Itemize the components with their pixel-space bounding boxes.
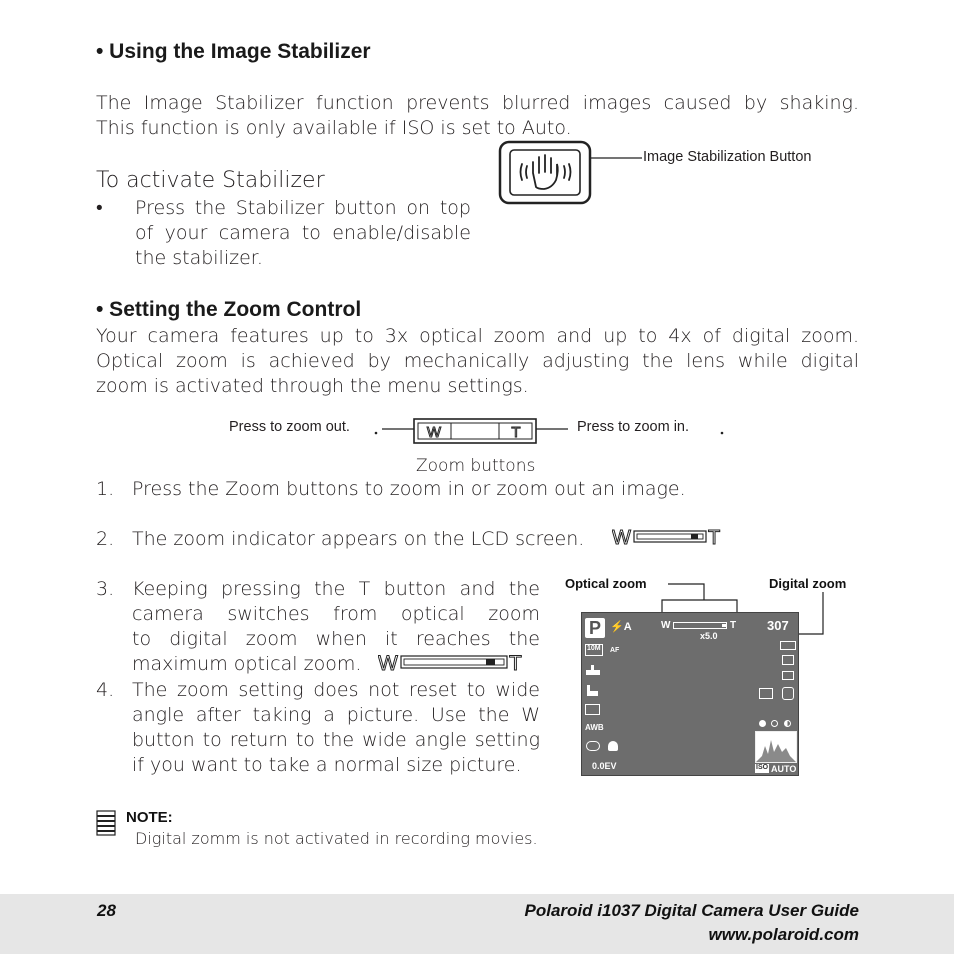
macro-icon [608,741,618,751]
page-footer [0,894,954,954]
iso-badge [755,764,769,773]
step-2-number: 2. [96,528,115,550]
iso-label: ISO [756,764,769,771]
step-4-text [132,678,540,778]
zoom-indicator-w: W [612,527,631,547]
website-url: www.polaroid.com [708,925,859,944]
histogram-graph [756,732,796,762]
activate-stabilizer-title: To activate Stabilizer [96,168,325,193]
storage-icon [782,655,794,665]
zoom-indicator-t: T [509,652,522,674]
step-3-number: 3. [96,578,115,600]
lcd-zoom-t: T [730,620,737,631]
step-1-text: Press the Zoom buttons to zoom in or zoom out an image. [132,478,686,500]
lcd-zoom-bar [673,622,727,629]
zoom-indicator-w: W [378,652,398,674]
step-3-line: maximum optical zoom. [132,653,362,675]
stabilizer-intro-line1: The Image Stabilizer function prevents blurred images caused by shaking. [96,92,859,114]
step-4-line: if you want to take a normal size picture. [132,754,522,776]
metering-icon [587,685,598,696]
lcd-zoom-value: x5.0 [700,631,718,641]
lcd-zoom-bar-marker [722,624,726,627]
zoom-intro-line2: Optical zoom is achieved by mechanically adjusting the lens while digital [96,350,859,372]
date-stamp-icon [782,671,794,680]
step-4-line: angle after taking a picture. Use the W [132,704,540,726]
face-detect-icon [586,741,600,751]
exposure-value: 0.0EV [592,761,617,771]
focus-area-icon [585,704,600,715]
zoom-intro-line1: Your camera features up to 3x optical zoom and up to 4x of digital zoom. [96,325,859,347]
zoom-t-button-glyph: T [511,424,521,441]
af-mode-icon: AF [610,647,620,654]
step-3-line: camera switches from optical zoom [132,603,540,625]
stabilizer-heading: • Using the Image Stabilizer [96,40,371,63]
stabilizer-bullet-mark: • [96,197,103,219]
stabilizer-hand-icon [782,687,794,700]
zoom-heading: • Setting the Zoom Control [96,298,362,321]
stabilizer-bullet-line: Press the Stabilizer button on top [135,197,471,219]
lcd-screen [581,612,799,776]
zoom-indicator-t: T [708,527,721,547]
zoom-indicator-icon [378,652,528,674]
drive-mode-icon [759,688,773,699]
guide-title: Polaroid i1037 Digital Camera User Guide [524,901,859,920]
note-title: NOTE: [126,809,173,826]
step-4-line: The zoom setting does not reset to wide [132,679,540,701]
stabilization-button-illustration [498,140,644,206]
note-text: Digital zomm is not activated in recording movies. [135,829,538,848]
stabilizer-intro [96,91,859,141]
mode-letter: P [589,618,602,638]
step-4-number: 4. [96,679,115,701]
step-4-line: button to return to the wide angle setting [132,729,540,751]
step-2-text: The zoom indicator appears on the LCD screen. [132,528,585,550]
step-3-line: to digital zoom when it reaches the [132,628,540,650]
press-zoom-in-label: Press to zoom in. [577,419,690,435]
battery-icon [780,641,796,650]
quality-icon [586,665,600,676]
optical-zoom-label: Optical zoom [565,576,647,591]
histogram [755,731,797,763]
step-3-line: Keeping pressing the T button and the [132,578,540,600]
lcd-zoom-w: W [661,620,671,631]
zoom-intro-line3: zoom is activated through the menu settings. [96,375,529,397]
page-number: 28 [97,901,116,920]
white-balance-icon: AWB [585,723,604,732]
stabilizer-intro-line2: This function is only available if ISO is set to Auto. [96,117,572,139]
zoom-intro [96,324,859,399]
digital-zoom-label: Digital zoom [769,576,847,591]
shots-remaining: 307 [767,618,789,633]
zoom-buttons-caption: Zoom buttons [416,456,536,476]
stabilizer-bullet-line: of your camera to enable/disable [135,222,471,244]
resolution-icon [585,644,603,656]
resolution-value: 10M [587,645,601,652]
zoom-indicator-icon [612,527,724,547]
flash-auto-icon: ⚡A [610,621,632,633]
press-zoom-out-label: Press to zoom out. [229,419,350,435]
stabilizer-bullet-text [135,196,471,271]
stabilizer-bullet-line: the stabilizer. [135,247,263,269]
sharpness-saturation-contrast-icons [759,720,795,728]
step-1-number: 1. [96,478,115,500]
mode-badge [585,618,605,638]
iso-value: AUTO [771,764,797,774]
zoom-w-button-glyph: W [426,424,442,441]
stabilization-button-label: Image Stabilization Button [643,149,812,165]
note-icon [96,810,116,836]
